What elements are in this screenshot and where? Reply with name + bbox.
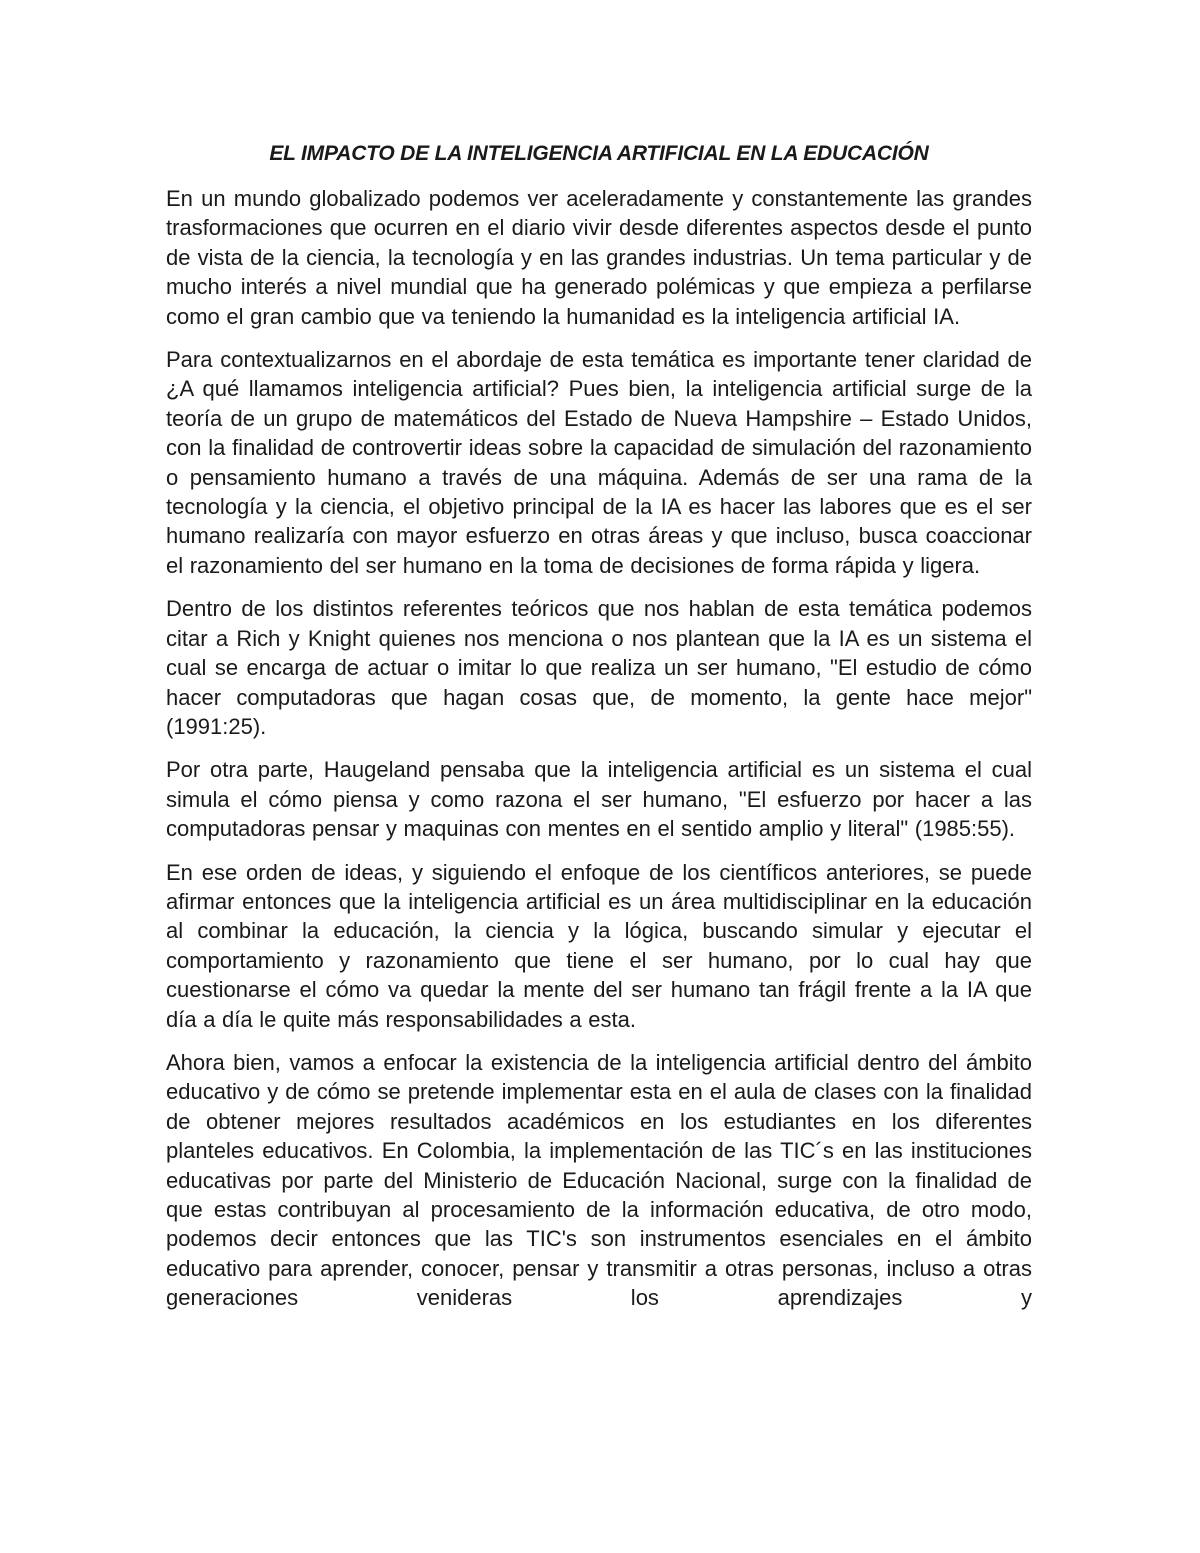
paragraph-2: Para contextualizarnos en el abordaje de esta temática es importante tener claridad de ¿A qué llamamos inteligencia artificial? Pues bien, la inteligencia artificial surge de la teoría de un grupo de matemáticos del Estado de Nueva Hampshire – Estado Unidos, con la finalidad de controvertir ideas sobre la capacidad de simulación del razonamiento o pensamiento humano a través de una máquina. Además de ser una rama de la tecnología y la ciencia, el objetivo principal de la IA es hacer las labores que es el ser humano realizaría con mayor esfuerzo en otras áreas y que incluso, busca coaccionar el razonamiento del ser humano en la toma de decisiones de forma rápida y ligera.: [166, 347, 1032, 578]
document-title: EL IMPACTO DE LA INTELIGENCIA ARTIFICIAL EN LA EDUCACIÓN: [269, 142, 929, 165]
paragraph-4: Por otra parte, Haugeland pensaba que la inteligencia artificial es un sistema el cual simula el cómo piensa y como razona el ser humano, "El esfuerzo por hacer a las computadoras pensar y maquinas con mentes en el sentido amplio y literal" (1985:55).: [166, 757, 1032, 842]
paragraph-6: Ahora bien, vamos a enfocar la existencia de la inteligencia artificial dentro del ámbito educativo y de cómo se pretende implementar esta en el aula de clases con la finalidad de obtener mejores resultados académicos en los estudiantes en los diferentes planteles educativos. En Colombia, la implementación de las TIC´s en las instituciones educativas por parte del Ministerio de Educación Nacional, surge con la finalidad de que estas contribuyan al procesamiento de la información educativa, de otro modo, podemos decir entonces que las TIC's son instrumentos esenciales en el ámbito educativo para aprender, conocer, pensar y transmitir a otras personas, incluso a otras generaciones venideras los aprendizajes y: [166, 1049, 1032, 1311]
document-body: [166, 140, 1032, 1313]
paragraph-1: En un mundo globalizado podemos ver aceleradamente y constantemente las grandes trasformaciones que ocurren en el diario vivir desde diferentes aspectos desde el punto de vista de la ciencia, la tecnología y en las grandes industrias. Un tema particular y de mucho interés a nivel mundial que ha generado polémicas y que empieza a perfilarse como el gran cambio que va teniendo la humanidad es la inteligencia artificial IA.: [166, 186, 1032, 329]
paragraph-3: Dentro de los distintos referentes teóricos que nos hablan de esta temática podemos citar a Rich y Knight quienes nos menciona o nos plantean que la IA es un sistema el cual se encarga de actuar o imitar lo que realiza un ser humano, "El estudio de cómo hacer computadoras que hagan cosas que, de momento, la gente hace mejor" (1991:25).: [166, 596, 1032, 739]
paragraph-5: En ese orden de ideas, y siguiendo el enfoque de los científicos anteriores, se puede afirmar entonces que la inteligencia artificial es un área multidisciplinar en la educación al combinar la educación, la ciencia y la lógica, buscando simular y ejecutar el comportamiento y razonamiento que tiene el ser humano, por lo cual hay que cuestionarse el cómo va quedar la mente del ser humano tan frágil frente a la IA que día a día le quite más responsabilidades a esta.: [166, 859, 1032, 1032]
